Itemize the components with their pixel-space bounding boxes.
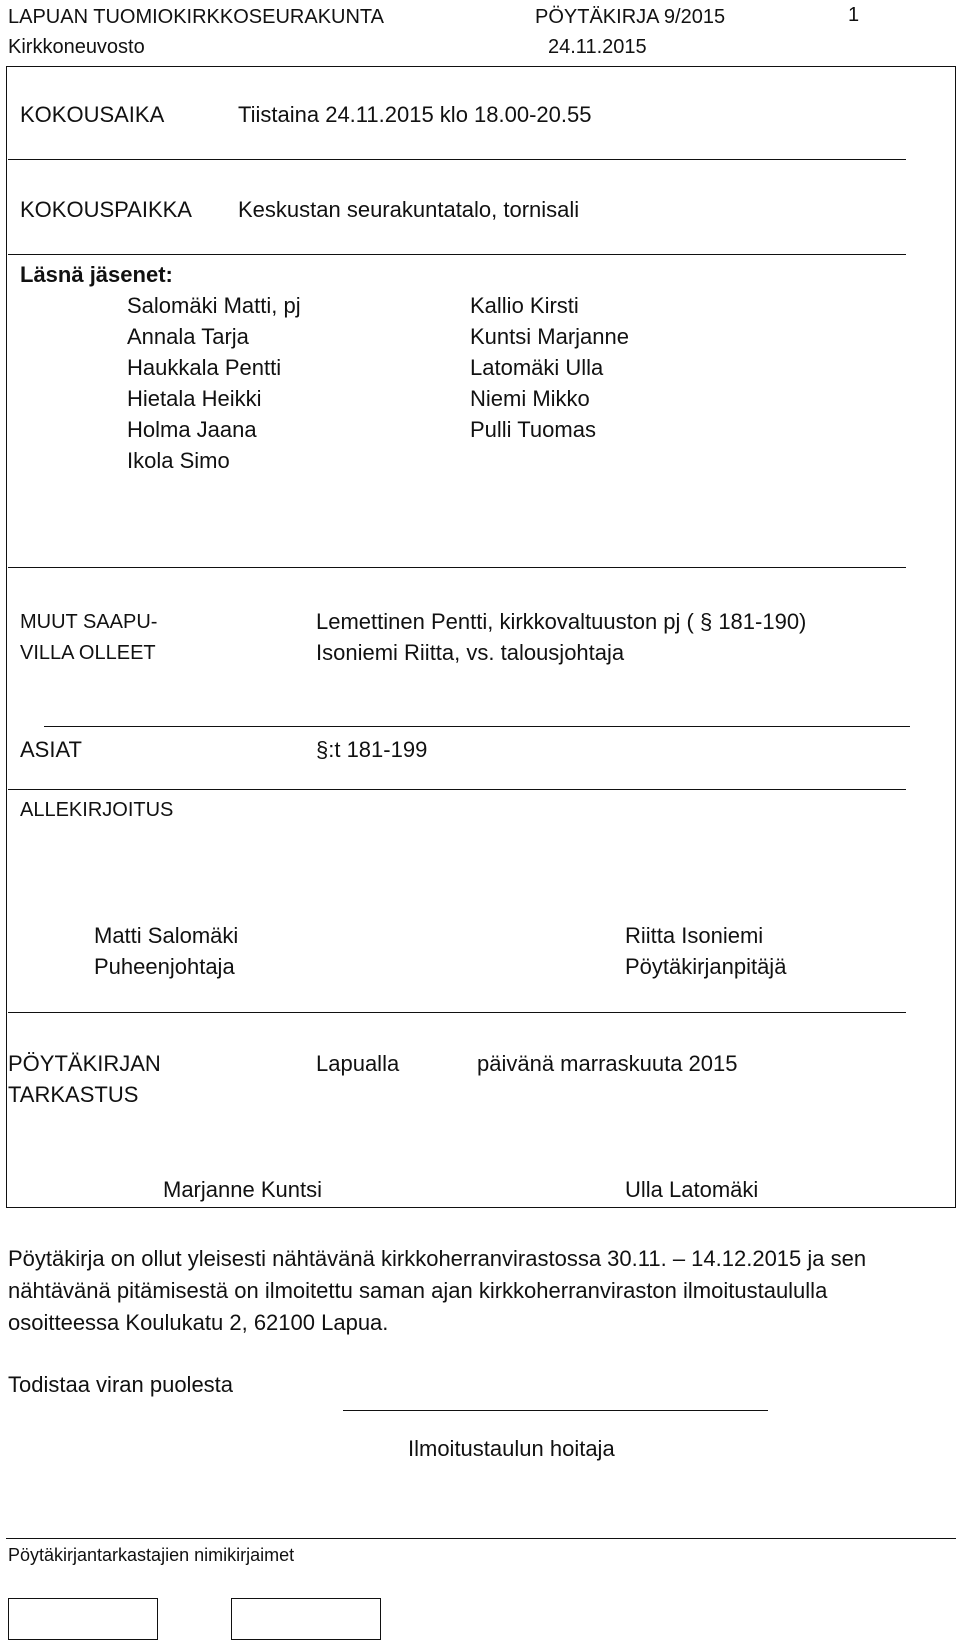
initials-label: Pöytäkirjantarkastajien nimikirjaimet bbox=[8, 1545, 295, 1565]
body-name: Kirkkoneuvosto bbox=[8, 36, 145, 58]
meeting-place-label: KOKOUSPAIKKA bbox=[20, 197, 192, 222]
others-label-line1: MUUT SAAPU- bbox=[20, 611, 158, 633]
meeting-time-label: KOKOUSAIKA bbox=[20, 102, 165, 127]
secretary-name: Riitta Isoniemi bbox=[625, 923, 764, 948]
reviewer-name: Ulla Latomäki bbox=[625, 1177, 759, 1202]
meeting-place-value: Keskustan seurakuntatalo, tornisali bbox=[238, 197, 580, 222]
review-label-line1: PÖYTÄKIRJAN bbox=[8, 1051, 161, 1076]
notice-text: nähtävänä pitämisestä on ilmoitettu saman ajan kirkkoherranviraston ilmoitustaululla bbox=[8, 1278, 828, 1303]
members-label: Läsnä jäsenet: bbox=[20, 262, 173, 287]
member-name: Annala Tarja bbox=[127, 324, 249, 349]
separator-line bbox=[8, 789, 906, 790]
secretary-role: Pöytäkirjanpitäjä bbox=[625, 954, 787, 979]
signature-label: ALLEKIRJOITUS bbox=[20, 799, 174, 821]
separator-line bbox=[8, 254, 906, 255]
chair-role: Puheenjohtaja bbox=[94, 954, 235, 979]
items-value: §:t 181-199 bbox=[316, 737, 428, 762]
frame-bottom-line bbox=[6, 1207, 956, 1208]
reviewer-name: Marjanne Kuntsi bbox=[163, 1177, 322, 1202]
items-label: ASIAT bbox=[20, 737, 82, 762]
initials-box[interactable] bbox=[231, 1598, 381, 1640]
separator-line bbox=[44, 726, 910, 727]
frame-right-line bbox=[955, 66, 956, 1208]
member-name: Ikola Simo bbox=[127, 448, 230, 473]
notice-text: Pöytäkirja on ollut yleisesti nähtävänä kirkkoherranvirastossa 30.11. – 14.12.2015 ja sen bbox=[8, 1246, 867, 1271]
member-name: Kallio Kirsti bbox=[470, 293, 579, 318]
notice-signer-role: Ilmoitustaulun hoitaja bbox=[408, 1436, 615, 1461]
separator-line bbox=[8, 1012, 906, 1013]
separator-line bbox=[8, 159, 906, 160]
meeting-time-value: Tiistaina 24.11.2015 klo 18.00-20.55 bbox=[238, 102, 592, 127]
member-name: Haukkala Pentti bbox=[127, 355, 282, 380]
others-entry: Isoniemi Riitta, vs. talousjohtaja bbox=[316, 640, 625, 665]
signature-line bbox=[343, 1410, 768, 1411]
member-name: Latomäki Ulla bbox=[470, 355, 604, 380]
others-entry: Lemettinen Pentti, kirkkovaltuuston pj ( § 181-190) bbox=[316, 609, 807, 634]
attest-text: Todistaa viran puolesta bbox=[8, 1372, 234, 1397]
header-date: 24.11.2015 bbox=[548, 36, 647, 58]
separator-line bbox=[8, 567, 906, 568]
frame-top-line bbox=[6, 66, 956, 67]
page-number: 1 bbox=[848, 4, 860, 26]
document-number: PÖYTÄKIRJA 9/2015 bbox=[535, 6, 726, 28]
notice-text: osoitteessa Koulukatu 2, 62100 Lapua. bbox=[8, 1310, 389, 1335]
member-name: Holma Jaana bbox=[127, 417, 257, 442]
member-name: Niemi Mikko bbox=[470, 386, 590, 411]
member-name: Salomäki Matti, pj bbox=[127, 293, 301, 318]
chair-name: Matti Salomäki bbox=[94, 923, 239, 948]
member-name: Pulli Tuomas bbox=[470, 417, 596, 442]
member-name: Hietala Heikki bbox=[127, 386, 262, 411]
frame-left-line bbox=[6, 66, 7, 1208]
review-label-line2: TARKASTUS bbox=[8, 1082, 139, 1107]
organization-name: LAPUAN TUOMIOKIRKKOSEURAKUNTA bbox=[8, 6, 384, 28]
footer-line bbox=[6, 1538, 956, 1539]
member-name: Kuntsi Marjanne bbox=[470, 324, 629, 349]
review-date: päivänä marraskuuta 2015 bbox=[477, 1051, 738, 1076]
others-label-line2: VILLA OLLEET bbox=[20, 642, 156, 664]
initials-box[interactable] bbox=[8, 1598, 158, 1640]
review-place: Lapualla bbox=[316, 1051, 400, 1076]
